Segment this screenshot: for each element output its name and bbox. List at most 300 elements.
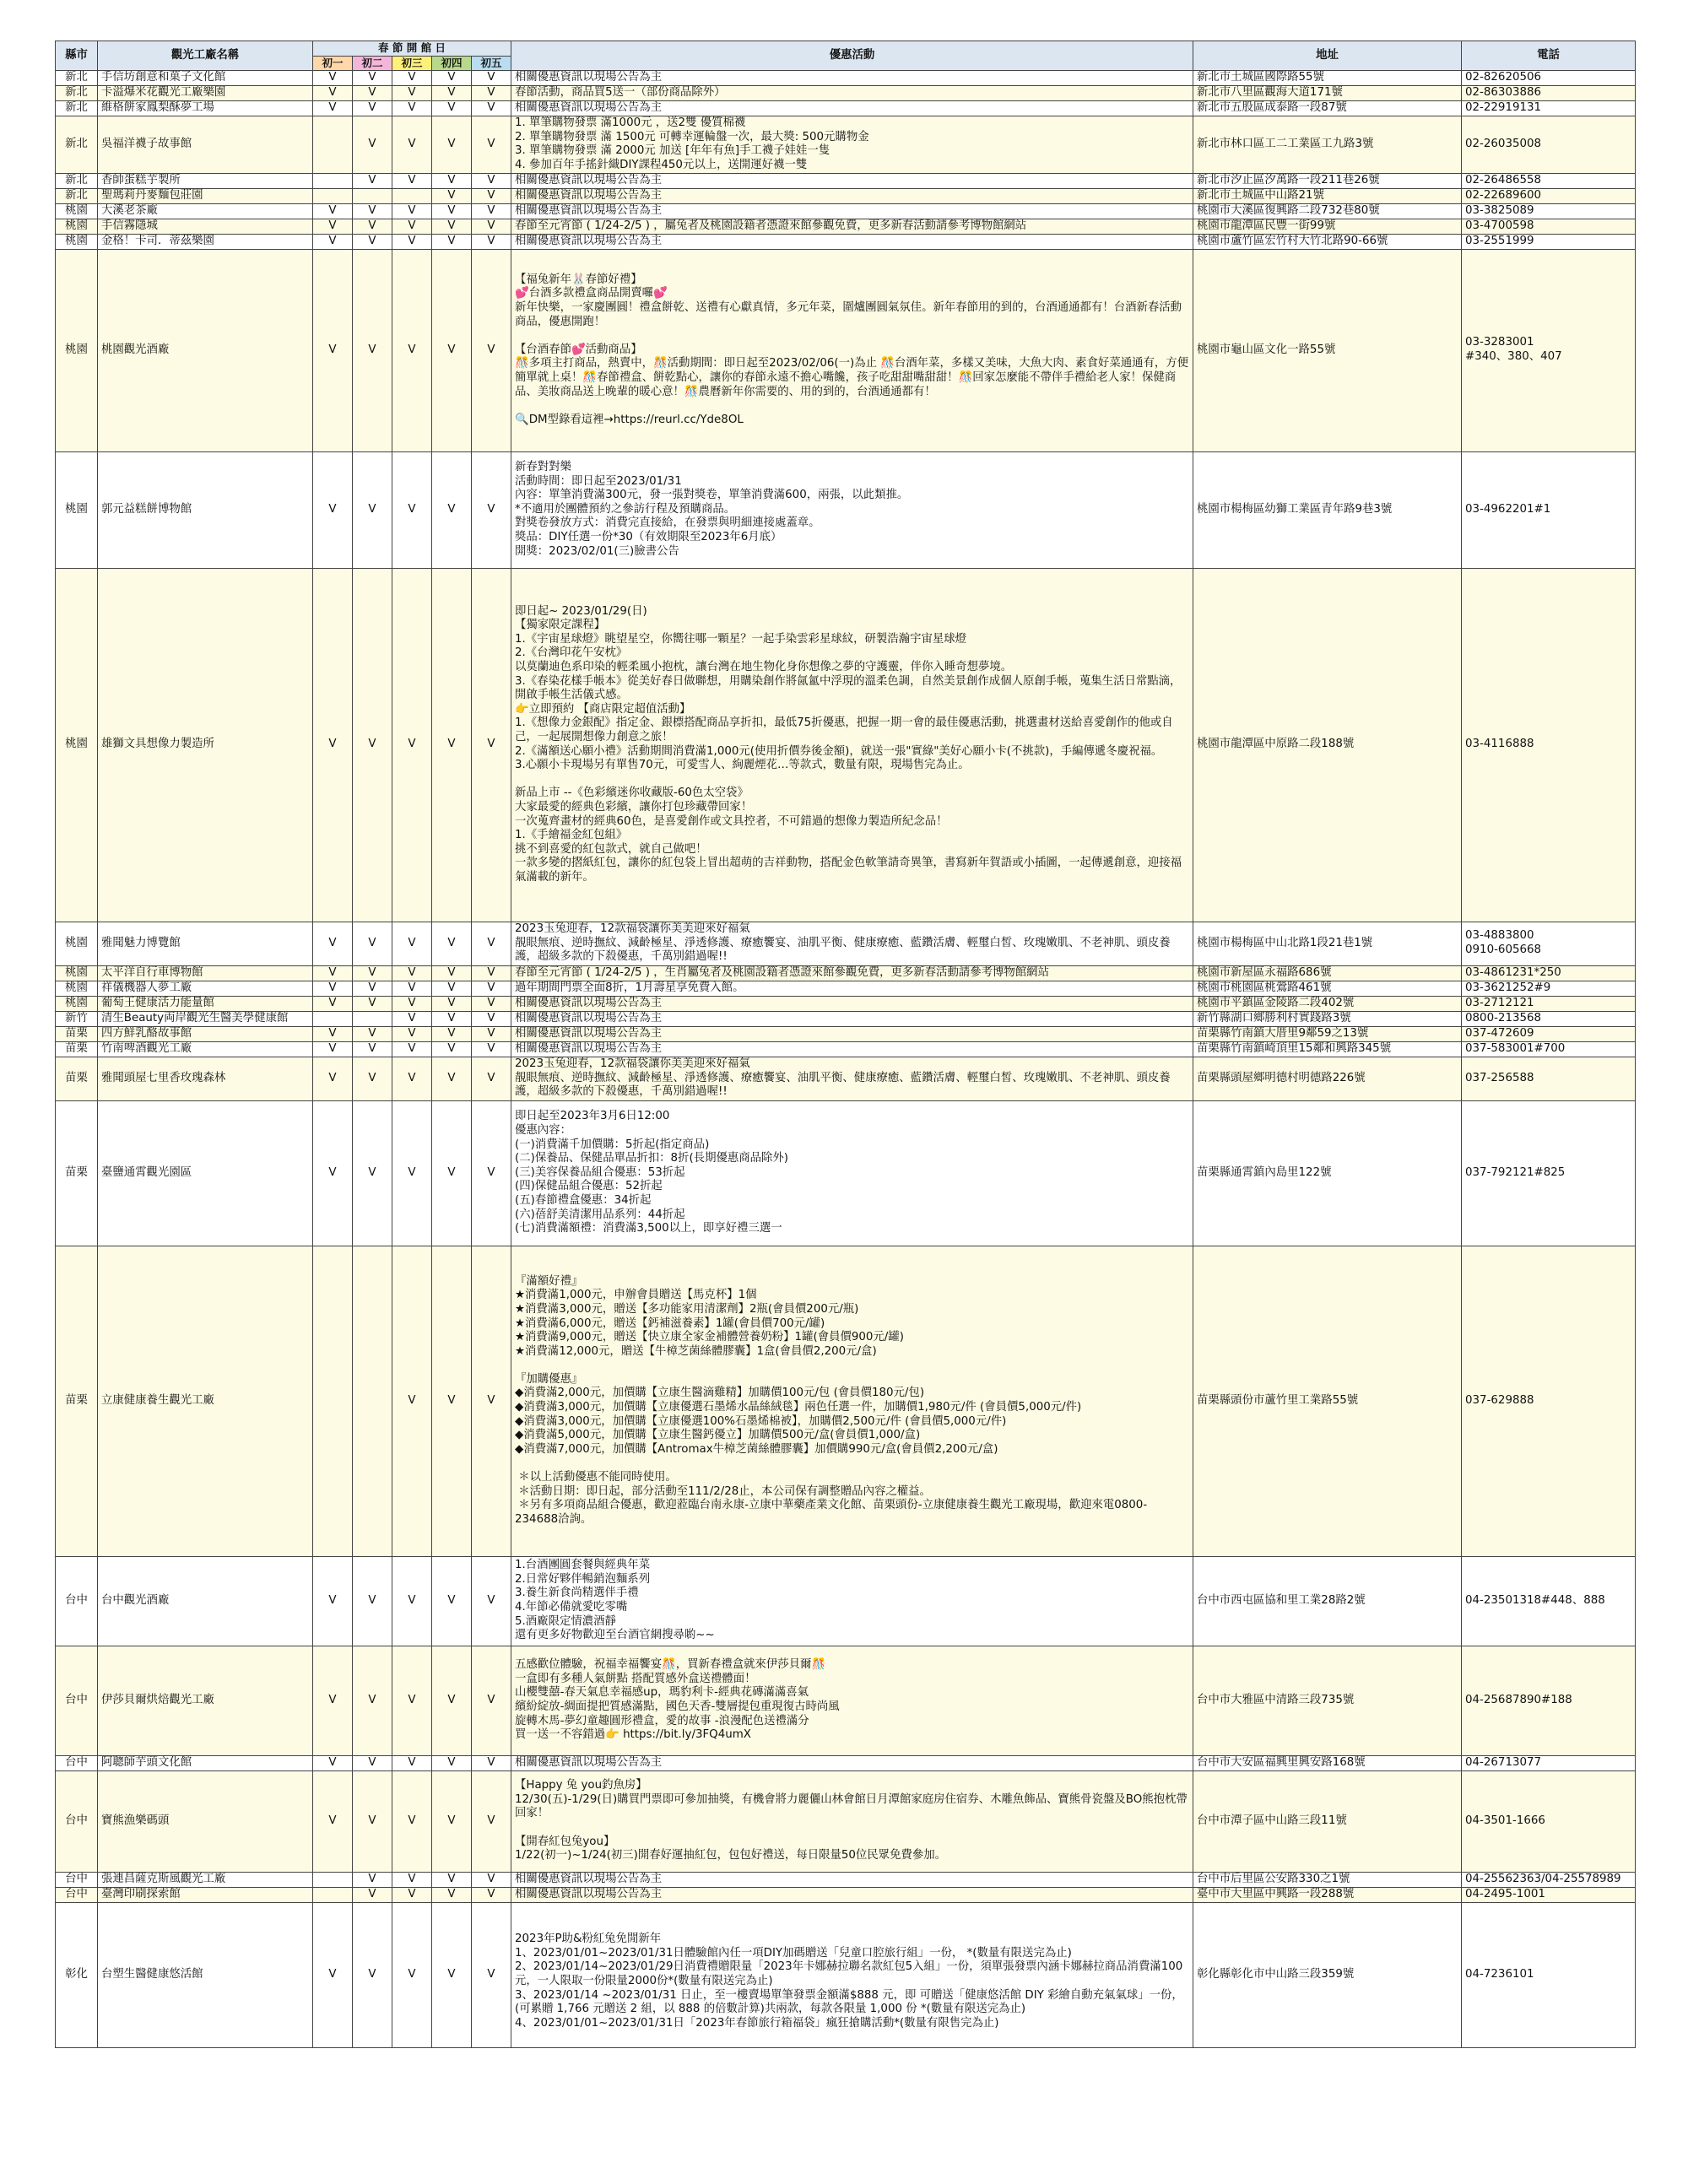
promo-cell: 相關優惠資訊以現場公告為主 <box>511 203 1193 219</box>
promo-cell: 春節至元宵節 ( 1/24-2/5 ) ，生肖屬兔者及桃園設籍者憑證來館參觀免費，更多新春活動請參考博物館網站 <box>511 965 1193 981</box>
promo-cell: 五感歡位體驗，祝福幸福饗宴🎊，買新春禮盒就來伊莎貝爾🎊 一盒即有多種人氣餅點 搭配質感外盒送禮體面！ 山櫻雙囍-春天氣息幸福感up，瑪豹利卡-經典花磚滿滿喜氣 繽紛綻放-綢面提把質感滿點，國色天香-雙層提包重現復古時尚風 旋轉木馬-夢幻童趣圓形禮盒，愛的故事 -浪漫配色送禮滿分 買一送一不容錯過👉 https://bit.ly/3FQ4umX <box>511 1646 1193 1755</box>
phone-cell: 03-4962201#1 <box>1462 451 1636 568</box>
open-day-cell: V <box>432 71 472 86</box>
county-cell: 桃園 <box>56 219 98 234</box>
open-day-cell: V <box>353 1887 392 1902</box>
open-day-cell: V <box>432 1246 472 1556</box>
open-day-cell: V <box>392 71 432 86</box>
county-cell: 新北 <box>56 116 98 173</box>
factory-name-cell: 臺鹽通霄觀光園區 <box>98 1100 313 1246</box>
address-cell: 新北市土城區國際路55號 <box>1193 71 1462 86</box>
promo-cell: 相關優惠資訊以現場公告為主 <box>511 1755 1193 1770</box>
phone-cell: 02-86303886 <box>1462 86 1636 101</box>
open-day-cell: V <box>472 1872 511 1887</box>
factory-name-cell: 金格！卡司．蒂茲樂園 <box>98 234 313 249</box>
phone-cell: 04-2495-1001 <box>1462 1887 1636 1902</box>
open-day-cell: V <box>472 1887 511 1902</box>
address-cell: 苗栗縣通霄鎮內島里122號 <box>1193 1100 1462 1246</box>
table-row <box>56 1646 1636 1755</box>
open-day-cell: V <box>313 996 353 1011</box>
factory-name-cell: 吳福洋襪子故事館 <box>98 116 313 173</box>
header-spring: 春 節 開 館 日 <box>313 41 511 57</box>
open-day-cell: V <box>392 1646 432 1755</box>
factory-name-cell: 竹南啤酒觀光工廠 <box>98 1041 313 1057</box>
promo-cell: 2023玉兔迎春，12款福袋讓你美美迎來好福氣 靚眼無痕、逆時撫紋、減齡極星、淨透修護、療癒饗宴、油肌平衡、健康療癒、藍鑽活膚、輕璽白皙、玫瑰嫩肌、不老神肌、頭皮養護，超級多款的下殺優惠，千萬別錯過喔!! <box>511 1057 1193 1100</box>
open-day-cell: V <box>472 219 511 234</box>
open-day-cell <box>313 1887 353 1902</box>
open-day-cell: V <box>432 922 472 965</box>
phone-cell: 04-7236101 <box>1462 1902 1636 2047</box>
phone-cell: 0800-213568 <box>1462 1011 1636 1026</box>
open-day-cell: V <box>432 568 472 922</box>
open-day-cell: V <box>313 249 353 451</box>
address-cell: 台中市大雅區中清路三段735號 <box>1193 1646 1462 1755</box>
phone-cell: 03-4861231*250 <box>1462 965 1636 981</box>
table-row <box>56 1872 1636 1887</box>
open-day-cell: V <box>353 173 392 188</box>
address-cell: 台中市大安區福興里興安路168號 <box>1193 1755 1462 1770</box>
county-cell: 新竹 <box>56 1011 98 1026</box>
open-day-cell: V <box>472 173 511 188</box>
promo-cell: 1.台酒團圓套餐與經典年菜 2.日常好夥伴暢銷泡麵系列 3.養生新食尚精選伴手禮 4.年節必備就愛吃零嘴 5.酒廠限定情濃酒靜 還有更多好物歡迎至台酒官網搜尋喲~~ <box>511 1556 1193 1646</box>
table-row <box>56 1041 1636 1057</box>
open-day-cell: V <box>392 1100 432 1246</box>
open-day-cell: V <box>472 188 511 203</box>
factory-name-cell: 維格餅家鳳梨酥夢工場 <box>98 101 313 116</box>
address-cell: 彰化縣彰化市中山路三段359號 <box>1193 1902 1462 2047</box>
table-row <box>56 568 1636 922</box>
address-cell: 新北市林口區工二工業區工九路3號 <box>1193 116 1462 173</box>
phone-cell: 04-23501318#448、888 <box>1462 1556 1636 1646</box>
header-promo: 優惠活動 <box>511 41 1193 71</box>
address-cell: 新北市汐止區汐萬路一段211巷26號 <box>1193 173 1462 188</box>
header-day-1: 初一 <box>313 56 353 71</box>
address-cell: 台中市西屯區協和里工業28路2號 <box>1193 1556 1462 1646</box>
open-day-cell <box>313 188 353 203</box>
county-cell: 台中 <box>56 1755 98 1770</box>
promo-cell: 相關優惠資訊以現場公告為主 <box>511 1872 1193 1887</box>
open-day-cell: V <box>432 203 472 219</box>
factory-name-cell: 清生Beauty両岸觀光生醫美學健康館 <box>98 1011 313 1026</box>
open-day-cell <box>353 1246 392 1556</box>
address-cell: 苗栗縣竹南鎮崎頂里15鄰和興路345號 <box>1193 1041 1462 1057</box>
open-day-cell: V <box>392 173 432 188</box>
open-day-cell: V <box>392 568 432 922</box>
open-day-cell: V <box>392 1556 432 1646</box>
address-cell: 台中市后里區公安路330之1號 <box>1193 1872 1462 1887</box>
page <box>55 41 1635 2048</box>
table-row <box>56 1887 1636 1902</box>
factory-name-cell: 立康健康養生觀光工廠 <box>98 1246 313 1556</box>
open-day-cell: V <box>313 1902 353 2047</box>
county-cell: 新北 <box>56 101 98 116</box>
open-day-cell: V <box>472 1770 511 1872</box>
open-day-cell: V <box>392 1902 432 2047</box>
open-day-cell: V <box>392 1755 432 1770</box>
header-phone: 電話 <box>1462 41 1636 71</box>
open-day-cell: V <box>472 922 511 965</box>
phone-cell: 03-4700598 <box>1462 219 1636 234</box>
table-row <box>56 1026 1636 1041</box>
header-day-4: 初四 <box>432 56 472 71</box>
address-cell: 新北市土城區中山路21號 <box>1193 188 1462 203</box>
promo-cell: 2023玉兔迎春，12款福袋讓你美美迎來好福氣 靚眼無痕、逆時撫紋、減齡極星、淨透修護、療癒饗宴、油肌平衡、健康療癒、藍鑽活膚、輕璽白皙、玫瑰嫩肌、不老神肌、頭皮養護，超級多款的下殺優惠，千萬別錯過喔!! <box>511 922 1193 965</box>
factory-name-cell: 臺灣印刷探索館 <box>98 1887 313 1902</box>
county-cell: 桃園 <box>56 981 98 996</box>
open-day-cell: V <box>392 1011 432 1026</box>
county-cell: 彰化 <box>56 1902 98 2047</box>
open-day-cell: V <box>353 203 392 219</box>
open-day-cell: V <box>432 1755 472 1770</box>
open-day-cell: V <box>472 965 511 981</box>
table-row <box>56 1011 1636 1026</box>
open-day-cell: V <box>472 1057 511 1100</box>
table-row <box>56 1556 1636 1646</box>
open-day-cell: V <box>392 1026 432 1041</box>
table-row <box>56 1100 1636 1246</box>
open-day-cell: V <box>353 1770 392 1872</box>
address-cell: 桃園市大溪區復興路二段732巷80號 <box>1193 203 1462 219</box>
promo-cell: 相關優惠資訊以現場公告為主 <box>511 234 1193 249</box>
address-cell: 苗栗縣頭屋鄉明德村明德路226號 <box>1193 1057 1462 1100</box>
open-day-cell: V <box>432 101 472 116</box>
open-day-cell: V <box>353 1902 392 2047</box>
open-day-cell: V <box>392 203 432 219</box>
open-day-cell: V <box>392 86 432 101</box>
header-day-3: 初三 <box>392 56 432 71</box>
open-day-cell: V <box>313 86 353 101</box>
county-cell: 桃園 <box>56 234 98 249</box>
open-day-cell: V <box>313 71 353 86</box>
factory-name-cell: 阿聰師芋頭文化館 <box>98 1755 313 1770</box>
address-cell: 臺中市大里區中興路一段288號 <box>1193 1887 1462 1902</box>
phone-cell: 03-4116888 <box>1462 568 1636 922</box>
open-day-cell: V <box>313 101 353 116</box>
phone-cell: 03-3825089 <box>1462 203 1636 219</box>
open-day-cell: V <box>353 451 392 568</box>
header-name: 觀光工廠名稱 <box>98 41 313 71</box>
open-day-cell: V <box>432 1011 472 1026</box>
open-day-cell: V <box>472 568 511 922</box>
open-day-cell: V <box>392 234 432 249</box>
county-cell: 台中 <box>56 1887 98 1902</box>
open-day-cell: V <box>432 1646 472 1755</box>
address-cell: 桃園市龍潭區民豐一街99號 <box>1193 219 1462 234</box>
phone-cell: 037-472609 <box>1462 1026 1636 1041</box>
table-row <box>56 1246 1636 1556</box>
table-row <box>56 922 1636 965</box>
open-day-cell: V <box>432 1026 472 1041</box>
open-day-cell: V <box>432 249 472 451</box>
phone-cell: 02-26486558 <box>1462 173 1636 188</box>
factory-name-cell: 台中觀光酒廠 <box>98 1556 313 1646</box>
open-day-cell: V <box>392 981 432 996</box>
promo-cell: 相關優惠資訊以現場公告為主 <box>511 188 1193 203</box>
open-day-cell: V <box>313 568 353 922</box>
promo-cell: 相關優惠資訊以現場公告為主 <box>511 1011 1193 1026</box>
open-day-cell: V <box>313 981 353 996</box>
table-row <box>56 86 1636 101</box>
open-day-cell: V <box>472 116 511 173</box>
phone-cell: 037-792121#825 <box>1462 1100 1636 1246</box>
open-day-cell: V <box>313 1026 353 1041</box>
county-cell: 台中 <box>56 1646 98 1755</box>
factory-name-cell: 手信霧隱城 <box>98 219 313 234</box>
open-day-cell: V <box>353 996 392 1011</box>
address-cell: 新竹縣湖口鄉勝利村實踐路3號 <box>1193 1011 1462 1026</box>
open-day-cell: V <box>432 116 472 173</box>
open-day-cell: V <box>472 451 511 568</box>
phone-cell: 03-2712121 <box>1462 996 1636 1011</box>
phone-cell: 03-3283001 #340、380、407 <box>1462 249 1636 451</box>
open-day-cell: V <box>392 922 432 965</box>
open-day-cell: V <box>432 1057 472 1100</box>
factory-name-cell: 手信坊創意和菓子文化館 <box>98 71 313 86</box>
open-day-cell: V <box>392 116 432 173</box>
county-cell: 苗栗 <box>56 1026 98 1041</box>
factory-name-cell: 香帥蛋糕芋製所 <box>98 173 313 188</box>
county-cell: 新北 <box>56 71 98 86</box>
promo-cell: 相關優惠資訊以現場公告為主 <box>511 173 1193 188</box>
open-day-cell: V <box>353 86 392 101</box>
open-day-cell: V <box>353 922 392 965</box>
county-cell: 新北 <box>56 188 98 203</box>
county-cell: 桃園 <box>56 249 98 451</box>
open-day-cell: V <box>472 86 511 101</box>
header-county: 縣市 <box>56 41 98 71</box>
open-day-cell: V <box>392 1246 432 1556</box>
open-day-cell: V <box>353 1556 392 1646</box>
factory-name-cell: 桃園觀光酒廠 <box>98 249 313 451</box>
factory-name-cell: 雄獅文具想像力製造所 <box>98 568 313 922</box>
open-day-cell: V <box>432 86 472 101</box>
open-day-cell: V <box>353 1057 392 1100</box>
table-row <box>56 249 1636 451</box>
open-day-cell <box>313 116 353 173</box>
open-day-cell: V <box>432 234 472 249</box>
open-day-cell: V <box>353 234 392 249</box>
address-cell: 桃園市新屋區永福路686號 <box>1193 965 1462 981</box>
phone-cell: 04-3501-1666 <box>1462 1770 1636 1872</box>
open-day-cell: V <box>432 188 472 203</box>
promo-cell: 相關優惠資訊以現場公告為主 <box>511 1887 1193 1902</box>
address-cell: 苗栗縣竹南鎮大厝里9鄰59之13號 <box>1193 1026 1462 1041</box>
county-cell: 桃園 <box>56 922 98 965</box>
phone-cell: 03-4883800 0910-605668 <box>1462 922 1636 965</box>
open-day-cell: V <box>392 1770 432 1872</box>
open-day-cell: V <box>353 1755 392 1770</box>
table-row <box>56 173 1636 188</box>
address-cell: 新北市八里區觀海大道171號 <box>1193 86 1462 101</box>
factory-name-cell: 太平洋自行車博物館 <box>98 965 313 981</box>
promo-cell: 相關優惠資訊以現場公告為主 <box>511 101 1193 116</box>
address-cell: 新北市五股區成泰路一段87號 <box>1193 101 1462 116</box>
open-day-cell: V <box>432 981 472 996</box>
open-day-cell: V <box>472 234 511 249</box>
open-day-cell: V <box>353 1646 392 1755</box>
factory-name-cell: 大溪老茶廠 <box>98 203 313 219</box>
open-day-cell: V <box>353 71 392 86</box>
spring-festival-table <box>55 41 1636 2048</box>
open-day-cell: V <box>392 965 432 981</box>
promo-cell: 『滿額好禮』 ★消費滿1,000元，申辦會員贈送【馬克杯】1個 ★消費滿3,000元，贈送【多功能家用清潔劑】2瓶(會員價200元/瓶) ★消費滿6,000元，贈送【鈣補滋養素】1罐(會員價700元/罐) ★消費滿9,000元，贈送【快立康全家金補體營養奶粉】1罐(會員價900元/罐) ★消費滿12,000元，贈送【牛樟芝菌絲體膠囊】1盒(會員價2,200元/盒) 『加購優惠』 ◆消費滿2,000元，加價購【立康生醫滴雞精】加購價100元/包 (會員價180元/包) ◆消費滿3,000元，加價購【立康優選石墨烯水晶絲絨毯】兩色任選一件，加購價1,980元/件 (會員價5,000元/件) ◆消費滿3,000元，加價購【立康優選100%石墨烯棉被】，加購價2,500元/件 (會員價5,000元/件) ◆消費滿5,000元，加價購【立康生醫鈣優立】加購價500元/盒(會員價1,000/盒) ◆消費滿7,000元，加價購【Antromax牛樟芝菌絲體膠囊】加價購990元/盒(會員價2,200元/盒) ＊以上活動優惠不能同時使用。 ＊活動日期：即日起，部分活動至111/2/28止，本公司保有調整贈品內容之權益。 ＊另有多項商品組合優惠，歡迎蒞臨台南永康-立康中華藥產業文化館、苗栗頭份-立康健康養生觀光工廠現場，歡迎來電0800-234688洽詢。 <box>511 1246 1193 1556</box>
open-day-cell: V <box>313 1556 353 1646</box>
phone-cell: 037-629888 <box>1462 1246 1636 1556</box>
phone-cell: 03-3621252#9 <box>1462 981 1636 996</box>
header-day-5: 初五 <box>472 56 511 71</box>
open-day-cell: V <box>313 1646 353 1755</box>
county-cell: 新北 <box>56 173 98 188</box>
open-day-cell: V <box>313 1755 353 1770</box>
open-day-cell: V <box>472 203 511 219</box>
open-day-cell: V <box>472 996 511 1011</box>
phone-cell: 04-25562363/04-25578989 <box>1462 1872 1636 1887</box>
open-day-cell: V <box>432 173 472 188</box>
open-day-cell: V <box>432 451 472 568</box>
table-body <box>56 71 1636 2047</box>
factory-name-cell: 雅聞魅力博覽館 <box>98 922 313 965</box>
county-cell: 桃園 <box>56 965 98 981</box>
promo-cell: 相關優惠資訊以現場公告為主 <box>511 1041 1193 1057</box>
open-day-cell: V <box>432 1556 472 1646</box>
factory-name-cell: 寶熊漁樂碼頭 <box>98 1770 313 1872</box>
table-row <box>56 188 1636 203</box>
open-day-cell: V <box>392 1041 432 1057</box>
promo-cell: 相關優惠資訊以現場公告為主 <box>511 996 1193 1011</box>
factory-name-cell: 祥儀機器人夢工廠 <box>98 981 313 996</box>
open-day-cell: V <box>392 1872 432 1887</box>
open-day-cell <box>392 188 432 203</box>
table-row <box>56 965 1636 981</box>
open-day-cell: V <box>432 1872 472 1887</box>
open-day-cell: V <box>472 71 511 86</box>
phone-cell: 02-22919131 <box>1462 101 1636 116</box>
table-row <box>56 1902 1636 2047</box>
open-day-cell: V <box>432 996 472 1011</box>
address-cell: 桃園市龜山區文化一路55號 <box>1193 249 1462 451</box>
promo-cell: 相關優惠資訊以現場公告為主 <box>511 71 1193 86</box>
phone-cell: 04-25687890#188 <box>1462 1646 1636 1755</box>
address-cell: 桃園市楊梅區中山北路1段21巷1號 <box>1193 922 1462 965</box>
phone-cell: 02-82620506 <box>1462 71 1636 86</box>
open-day-cell: V <box>353 1872 392 1887</box>
open-day-cell <box>353 1011 392 1026</box>
table-row <box>56 116 1636 173</box>
county-cell: 台中 <box>56 1556 98 1646</box>
phone-cell: 037-256588 <box>1462 1057 1636 1100</box>
phone-cell: 02-22689600 <box>1462 188 1636 203</box>
table-row <box>56 234 1636 249</box>
factory-name-cell: 葡萄王健康活力能量館 <box>98 996 313 1011</box>
county-cell: 苗栗 <box>56 1246 98 1556</box>
phone-cell: 03-2551999 <box>1462 234 1636 249</box>
open-day-cell: V <box>313 203 353 219</box>
table-row <box>56 219 1636 234</box>
open-day-cell: V <box>313 1100 353 1246</box>
open-day-cell: V <box>472 1755 511 1770</box>
table-row <box>56 981 1636 996</box>
address-cell: 桃園市龍潭區中原路二段188號 <box>1193 568 1462 922</box>
open-day-cell <box>313 1872 353 1887</box>
open-day-cell: V <box>392 451 432 568</box>
factory-name-cell: 郭元益糕餅博物館 <box>98 451 313 568</box>
promo-cell: 1. 單筆購物發票 滿1000元 ，送2雙 優質棉襪 2. 單筆購物發票 滿 1500元 可轉幸運輪盤一次，最大獎: 500元購物金 3. 單筆購物發票 滿 2000元 加送 [年年有魚]手工襪子娃娃一隻 4. 參加百年手搖針織DIY課程450元以上，送開運好襪一雙 <box>511 116 1193 173</box>
open-day-cell: V <box>472 1556 511 1646</box>
open-day-cell <box>313 173 353 188</box>
open-day-cell: V <box>353 1026 392 1041</box>
open-day-cell: V <box>432 219 472 234</box>
open-day-cell: V <box>472 1011 511 1026</box>
open-day-cell: V <box>432 1770 472 1872</box>
county-cell: 桃園 <box>56 568 98 922</box>
open-day-cell: V <box>313 451 353 568</box>
open-day-cell: V <box>392 996 432 1011</box>
open-day-cell: V <box>472 101 511 116</box>
open-day-cell: V <box>392 1057 432 1100</box>
open-day-cell: V <box>313 234 353 249</box>
table-row <box>56 101 1636 116</box>
open-day-cell: V <box>472 1041 511 1057</box>
promo-cell: 2023年P助&粉紅兔免閒新年 1、2023/01/01~2023/01/31日體驗館內任一項DIY加碼贈送「兒童口腔旅行組」一份， *(數量有限送完為止) 2、2023/01/14~2023/01/29日消費禮贈限量「2023年卡娜赫拉聯名款紅包5入組」一份，須單張發票內涵卡娜赫拉商品消費滿100元，一人限取一份限量2000份*(數量有限送完為止) 3、2023/01/14 ~2023/01/31 日止，至一樓賣場單筆發票金額滿$888 元，即 可贈送「健康悠活館 DIY 彩繪自動充氣氣球」一份，(可累贈 1,766 元贈送 2 組，以 888 的倍數計算)共兩款，每款各限量 1,000 份 *(數量有限送完為止) 4、2023/01/01~2023/01/31日「2023年春節旅行箱福袋」瘋狂搶購活動*(數量有限售完為止) <box>511 1902 1193 2047</box>
promo-cell: 【福兔新年🐰春節好禮】 💕台酒多款禮盒商品開賣囉💕 新年快樂，一家慶團圓！禮盒餅乾、送禮有心獻真情，多元年菜，圍爐團圓氣氛佳。新年春節用的到的，台酒通通都有！台酒新春活動商品，優惠開跑！ 【台酒春節💕活動商品】 🎊多項主打商品，熱賣中，🎊活動期間：即日起至2023/02/06(一)為止 🎊台酒年菜，多樣又美味，大魚大肉、素食好菜通通有，方便簡單就上桌！🎊春節禮盒、餅乾點心，讓你的春節永遠不擔心嘴饞，孩子吃甜甜嘴甜甜！🎊回家怎麼能不帶伴手禮給老人家！保健商品、美妝商品送上晚輩的暖心意！🎊農曆新年你需要的、用的到的，台酒通通都有！ 🔍DM型錄看這裡→https://reurl.cc/Yde8OL <box>511 249 1193 451</box>
factory-name-cell: 張連昌薩克斯風觀光工廠 <box>98 1872 313 1887</box>
promo-cell: 即日起至2023年3月6日12:00 優惠內容： (一)消費滿千加價購：5折起(指定商品) (二)保養品、保健品單品折扣：8折(長期優惠商品除外) (三)美容保養品組合優惠：53折起 (四)保健品組合優惠：52折起 (五)春節禮盒優惠：34折起 (六)蓓舒美清潔用品系列：44折起 (七)消費滿額禮：消費滿3,500以上，即享好禮三選一 <box>511 1100 1193 1246</box>
open-day-cell: V <box>432 1887 472 1902</box>
address-cell: 苗栗縣頭份市蘆竹里工業路55號 <box>1193 1246 1462 1556</box>
promo-cell: 春節至元宵節 ( 1/24-2/5 ) ，屬兔者及桃園設籍者憑證來館參觀免費，更多新春活動請參考博物館網站 <box>511 219 1193 234</box>
address-cell: 桃園市楊梅區幼獅工業區青年路9巷3號 <box>1193 451 1462 568</box>
county-cell: 桃園 <box>56 451 98 568</box>
county-cell: 苗栗 <box>56 1041 98 1057</box>
header-address: 地址 <box>1193 41 1462 71</box>
open-day-cell: V <box>472 1246 511 1556</box>
table-row <box>56 996 1636 1011</box>
open-day-cell: V <box>472 981 511 996</box>
open-day-cell: V <box>392 219 432 234</box>
open-day-cell: V <box>432 1041 472 1057</box>
factory-name-cell: 卡溢爆米花觀光工廠樂園 <box>98 86 313 101</box>
table-row <box>56 203 1636 219</box>
table-row <box>56 1770 1636 1872</box>
open-day-cell <box>313 1246 353 1556</box>
county-cell: 苗栗 <box>56 1057 98 1100</box>
open-day-cell: V <box>353 116 392 173</box>
open-day-cell: V <box>353 568 392 922</box>
county-cell: 新北 <box>56 86 98 101</box>
header-day-2: 初二 <box>353 56 392 71</box>
open-day-cell: V <box>313 1057 353 1100</box>
open-day-cell <box>353 188 392 203</box>
open-day-cell: V <box>313 1041 353 1057</box>
phone-cell: 02-26035008 <box>1462 116 1636 173</box>
table-row <box>56 71 1636 86</box>
open-day-cell: V <box>472 1026 511 1041</box>
open-day-cell: V <box>392 249 432 451</box>
table-row <box>56 451 1636 568</box>
open-day-cell: V <box>353 1041 392 1057</box>
open-day-cell: V <box>353 965 392 981</box>
factory-name-cell: 雅聞頭屋七里香玫瑰森林 <box>98 1057 313 1100</box>
county-cell: 台中 <box>56 1770 98 1872</box>
promo-cell: 相關優惠資訊以現場公告為主 <box>511 1026 1193 1041</box>
phone-cell: 037-583001#700 <box>1462 1041 1636 1057</box>
open-day-cell: V <box>313 1770 353 1872</box>
promo-cell: 過年期間門票全面8折，1月壽星享免費入館。 <box>511 981 1193 996</box>
county-cell: 桃園 <box>56 996 98 1011</box>
open-day-cell: V <box>392 101 432 116</box>
open-day-cell: V <box>313 922 353 965</box>
open-day-cell: V <box>472 249 511 451</box>
